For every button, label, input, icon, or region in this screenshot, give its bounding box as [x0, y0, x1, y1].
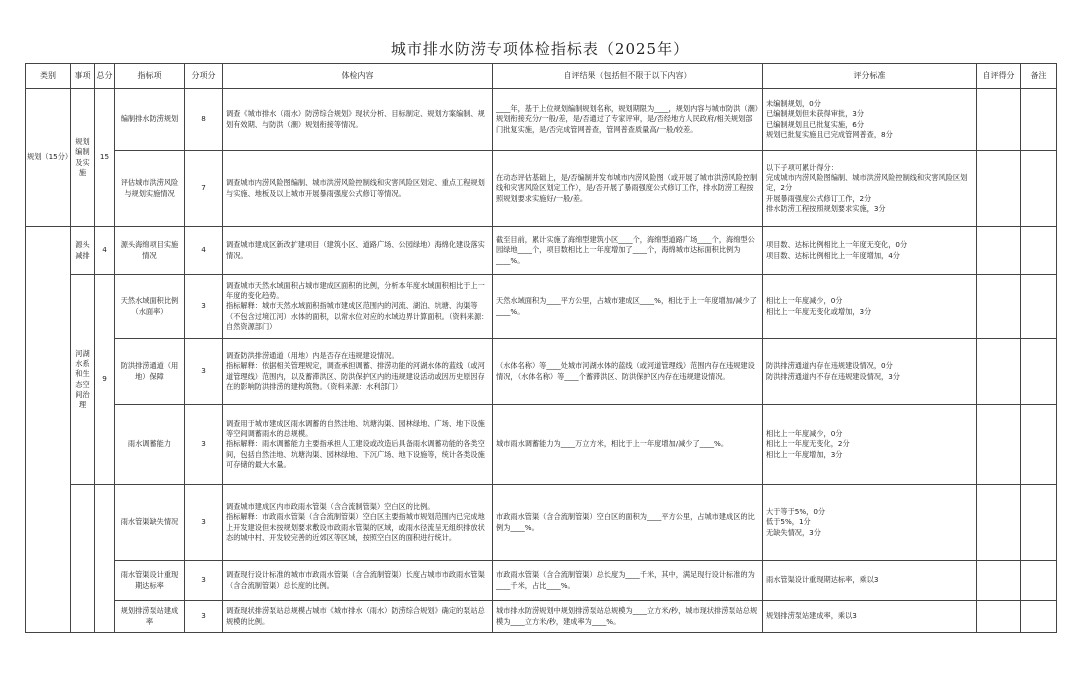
header-category: 类别	[26, 64, 71, 89]
self-score-input[interactable]	[977, 227, 1021, 275]
indicator-cell: 源头海绵项目实施情况	[115, 227, 185, 275]
page-title: 城市排水防涝专项体检指标表（2025年）	[390, 40, 690, 58]
content-cell: 调查现状排涝泵站总规模占城市《城市排水（雨水）防涝综合规划》确定的泵站总规模的比例。	[223, 601, 493, 633]
item-planning: 规划编制及实施	[71, 89, 95, 227]
self-score-input[interactable]	[977, 339, 1021, 405]
header-content: 体检内容	[223, 64, 493, 89]
content-cell: 调查城市建成区新改扩建项目（建筑小区、道路广场、公园绿地）海绵化建设落实情况。	[223, 227, 493, 275]
table-row	[26, 151, 1057, 227]
self-result-cell: ____年，基于上位规划编制规划名称，规划期限为____，规划内容与城市防洪（潮）规划衔接充分/一般/差，是/否通过了专家评审，是/否经地方人民政府/相关规划部门批复实施，是/否完成管网普查，管网普查质量高/一般/较差。	[493, 89, 763, 151]
note-input[interactable]	[1021, 275, 1057, 339]
standard-cell: 雨水管渠设计重现期达标率，乘以3	[763, 561, 977, 601]
note-input[interactable]	[1021, 405, 1057, 485]
category-blank	[26, 227, 71, 633]
score-cell: 4	[185, 227, 223, 275]
table-row	[26, 485, 1057, 561]
note-input[interactable]	[1021, 561, 1057, 601]
indicator-cell: 规划排涝泵站建成率	[115, 601, 185, 633]
indicator-cell: 雨水管渠设计重现期达标率	[115, 561, 185, 601]
self-score-input[interactable]	[977, 601, 1021, 633]
note-input[interactable]	[1021, 227, 1057, 275]
table-row	[26, 339, 1057, 405]
score-cell: 3	[185, 485, 223, 561]
self-result-cell: 城市雨水调蓄能力为____万立方米，相比于上一年度增加/减少了____%。	[493, 405, 763, 485]
header-standard: 评分标准	[763, 64, 977, 89]
table-row	[26, 275, 1057, 339]
header-score: 分项分	[185, 64, 223, 89]
self-result-cell: 城市排水防涝规划中规划排涝泵站总规模为____立方米/秒，城市现状排涝泵站总规模为____立方米/秒，建成率为____%。	[493, 601, 763, 633]
content-cell: 调查现行设计标准的城市市政雨水管渠（含合流制管渠）长度占城市市政雨水管渠（含合流制管渠）总长度的比例。	[223, 561, 493, 601]
header-item: 事项	[71, 64, 95, 89]
self-score-input[interactable]	[977, 405, 1021, 485]
standard-cell: 相比上一年度减少，0分 相比上一年度无变化或增加，3分	[763, 275, 977, 339]
self-result-cell: 在动态评估基础上，是/否编制并发布城市内涝风险图（或开展了城市洪涝风险控制线和灾害风险区划定工作），是/否开展了暴雨强度公式修订工作，排水防涝工程按照规划要求实施好/一般/差。	[493, 151, 763, 227]
table-header-row	[26, 64, 1057, 89]
score-cell: 3	[185, 601, 223, 633]
score-cell: 3	[185, 561, 223, 601]
content-cell: 调查防洪排涝通道（用地）内是否存在违规建设情况。 指标解释：依据相关管理规定，调查承担调蓄、排涝功能的河湖水体的蓝线（或河道管理线）范围内，以及蓄滞洪区、防洪保护区内的违规建设活动或因历史原因存在的影响防洪排涝的建构筑物。（资料来源：水利部门）	[223, 339, 493, 405]
standard-cell: 大于等于5%，0分 低于5%，1分 无缺失情况，3分	[763, 485, 977, 561]
self-score-input[interactable]	[977, 89, 1021, 151]
score-cell: 3	[185, 339, 223, 405]
item-blank	[71, 485, 95, 633]
indicator-cell: 编制排水防涝规划	[115, 89, 185, 151]
self-result-cell: 市政雨水管渠（含合流制管渠）空白区的面积为____平方公里，占城市建成区的比例为____%。	[493, 485, 763, 561]
indicator-cell: 雨水调蓄能力	[115, 405, 185, 485]
table-row	[26, 601, 1057, 633]
indicator-cell: 评估城市洪涝风险与规划实施情况	[115, 151, 185, 227]
standard-cell: 规划排涝泵站建成率，乘以3	[763, 601, 977, 633]
content-cell: 调查城市内涝风险图编制、城市洪涝风险控制线和灾害风险区划定、重点工程规划与实施、地板及以上城市开展暴雨强度公式修订等情况。	[223, 151, 493, 227]
header-note: 备注	[1021, 64, 1057, 89]
score-cell: 3	[185, 405, 223, 485]
self-result-cell: （水体名称）等____处城市河湖水体的蓝线（或河道管理线）范围内存在违规建设情况，（水体名称）等____个蓄滞洪区、防洪保护区内存在违规建设情况。	[493, 339, 763, 405]
table-row	[26, 561, 1057, 601]
self-result-cell: 天然水域面积为____平方公里，占城市建成区____%，相比于上一年度增加/减少了____%。	[493, 275, 763, 339]
content-cell: 调查城市天然水域面积占城市建成区面积的比例，分析本年度水域面积相比于上一年度的变化趋势。 指标解释：城市天然水域面积指城市建成区范围内的河流、湖泊、坑塘、沟渠等（不包含过境江河）水体的面积，以常水位对应的水域边界计算面积。（资料来源：自然资源部门）	[223, 275, 493, 339]
standard-cell: 未编制规划，0分 已编制规划但未获得审批，3分 已编制规划且已批复实施，6分 规划已批复实施且已完成管网普查，8分	[763, 89, 977, 151]
indicator-cell: 天然水域面积比例（水面率）	[115, 275, 185, 339]
score-cell: 8	[185, 89, 223, 151]
header-indicator: 指标项	[115, 64, 185, 89]
indicator-cell: 雨水管渠缺失情况	[115, 485, 185, 561]
self-score-input[interactable]	[977, 485, 1021, 561]
note-input[interactable]	[1021, 339, 1057, 405]
score-cell: 3	[185, 275, 223, 339]
note-input[interactable]	[1021, 601, 1057, 633]
standard-cell: 项目数、达标比例相比上一年度无变化，0分 项目数、达标比例相比上一年度增加，4分	[763, 227, 977, 275]
header-self-score: 自评得分	[977, 64, 1021, 89]
indicator-table	[25, 63, 1057, 633]
table-row	[26, 405, 1057, 485]
total-planning: 15	[95, 89, 115, 227]
table-row	[26, 227, 1057, 275]
self-score-input[interactable]	[977, 275, 1021, 339]
total-source: 4	[95, 227, 115, 275]
header-self-result: 自评结果（包括但不限于以下内容）	[493, 64, 763, 89]
note-input[interactable]	[1021, 89, 1057, 151]
score-cell: 7	[185, 151, 223, 227]
item-river: 河湖水系和生态空间治理	[71, 275, 95, 485]
item-source: 源头减排	[71, 227, 95, 275]
standard-cell: 相比上一年度减少，0分 相比上一年度无变化，2分 相比上一年度增加，3分	[763, 405, 977, 485]
category-planning: 规划（15分）	[26, 89, 71, 227]
standard-cell: 防洪排涝通道内存在违规建设情况，0分 防洪排涝通道内不存在违规建设情况，3分	[763, 339, 977, 405]
self-score-input[interactable]	[977, 561, 1021, 601]
table-row	[26, 89, 1057, 151]
content-cell: 调查城市建成区内市政雨水管渠（含合流制管渠）空白区的比例。 指标解释：市政雨水管渠（含合流制管渠）空白区主要指城市规划范围内已完成地上开发建设但未按规划要求敷设市政雨水管渠的区域，或雨水径流呈无组织排放状态的城中村、开发较完善的近郊区等区域，按照空白区的面积进行统计。	[223, 485, 493, 561]
self-score-input[interactable]	[977, 151, 1021, 227]
note-input[interactable]	[1021, 485, 1057, 561]
indicator-cell: 防洪排涝通道（用地）保障	[115, 339, 185, 405]
self-result-cell: 截至目前，累计实施了海绵型建筑小区____个，海绵型道路广场____个，海绵型公园绿地____个，项目数相比上一年度增加了____个，海绵城市达标面积比例为____%。	[493, 227, 763, 275]
total-blank	[95, 485, 115, 633]
note-input[interactable]	[1021, 151, 1057, 227]
standard-cell: 以下子项可累计得分： 完成城市内涝风险图编制、城市洪涝风险控制线和灾害风险区划定，2分 开展暴雨强度公式修订工作，2分 排水防涝工程按照规划要求实施，3分	[763, 151, 977, 227]
self-result-cell: 市政雨水管渠（含合流制管渠）总长度为____千米，其中，满足现行设计标准的为____千米，占比____%。	[493, 561, 763, 601]
content-cell: 调查用于城市建成区雨水调蓄的自然洼地、坑塘沟渠、园林绿地、广场、地下设施等空间调蓄雨水的总规模。 指标解释：雨水调蓄能力主要指承担人工建设或改造后具备雨水调蓄功能的各类空间，包括自然洼地、坑塘沟渠、园林绿地、下沉广场、地下设施等，统计各类设施可存储的最大水量。	[223, 405, 493, 485]
header-total: 总分	[95, 64, 115, 89]
content-cell: 调查《城市排水（雨水）防涝综合规划》现状分析、目标制定、规划方案编制、规划有效期、与防洪（潮）规划衔接等情况。	[223, 89, 493, 151]
total-river: 9	[95, 275, 115, 485]
